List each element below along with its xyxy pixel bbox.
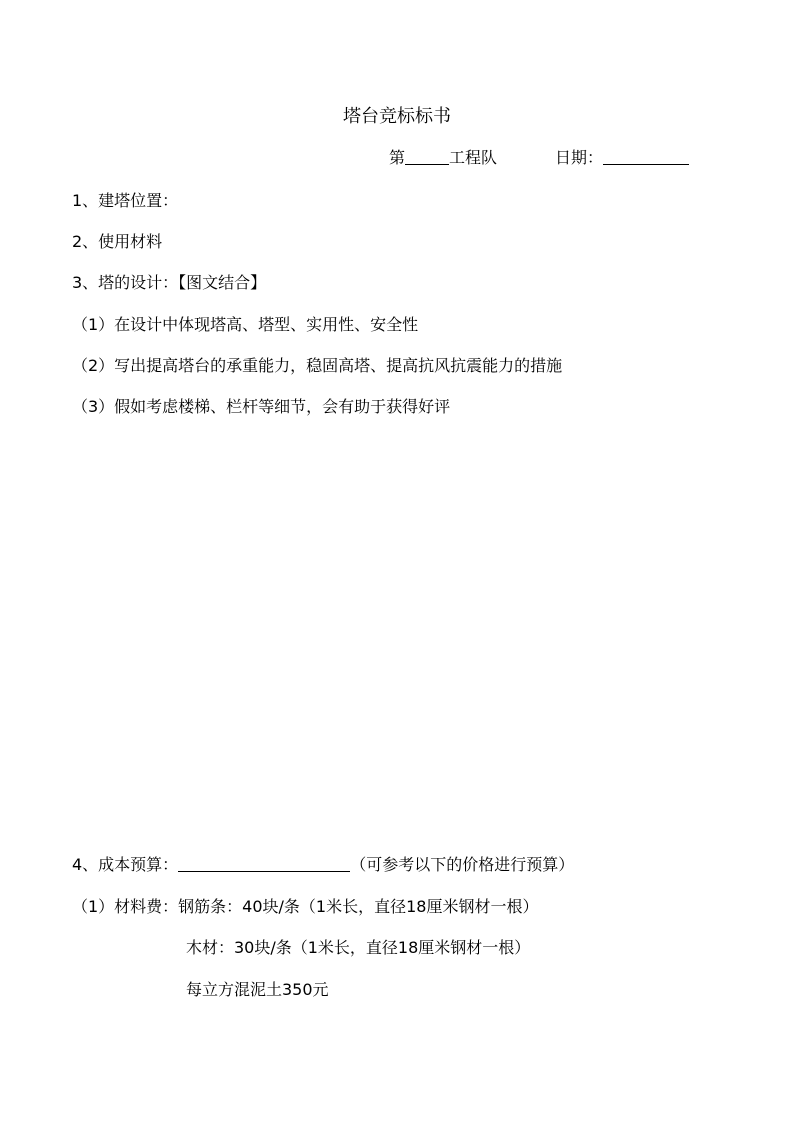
design-item-3: （3）假如考虑楼梯、栏杆等细节，会有助于获得好评 (72, 397, 451, 416)
price-item-wood: 木材：30块/条（1米长，直径18厘米钢材一根） (186, 938, 531, 957)
budget-blank[interactable] (178, 855, 350, 872)
price-item-steel: （1）材料费：钢筋条：40块/条（1米长，直径18厘米钢材一根） (72, 897, 539, 916)
header-row (389, 148, 689, 168)
section-budget (72, 855, 574, 875)
team-suffix: 工程队 (449, 148, 498, 167)
team-prefix: 第 (389, 148, 406, 167)
date-blank[interactable] (603, 148, 689, 165)
price-item-concrete: 每立方混泥土350元 (186, 980, 329, 999)
date-field (555, 148, 689, 168)
date-label: 日期： (555, 148, 604, 167)
document-title: 塔台竞标标书 (343, 106, 451, 127)
budget-label: 4、成本预算： (72, 855, 179, 874)
team-number-blank[interactable] (405, 148, 449, 165)
budget-note: （可参考以下的价格进行预算） (350, 855, 575, 874)
design-item-2: （2）写出提高塔台的承重能力，稳固高塔、提高抗风抗震能力的措施 (72, 356, 563, 375)
section-materials: 2、使用材料 (72, 232, 163, 251)
design-item-1: （1）在设计中体现塔高、塔型、实用性、安全性 (72, 315, 419, 334)
section-design-heading: 3、塔的设计：【图文结合】 (72, 273, 267, 292)
section-location: 1、建塔位置： (72, 191, 179, 210)
